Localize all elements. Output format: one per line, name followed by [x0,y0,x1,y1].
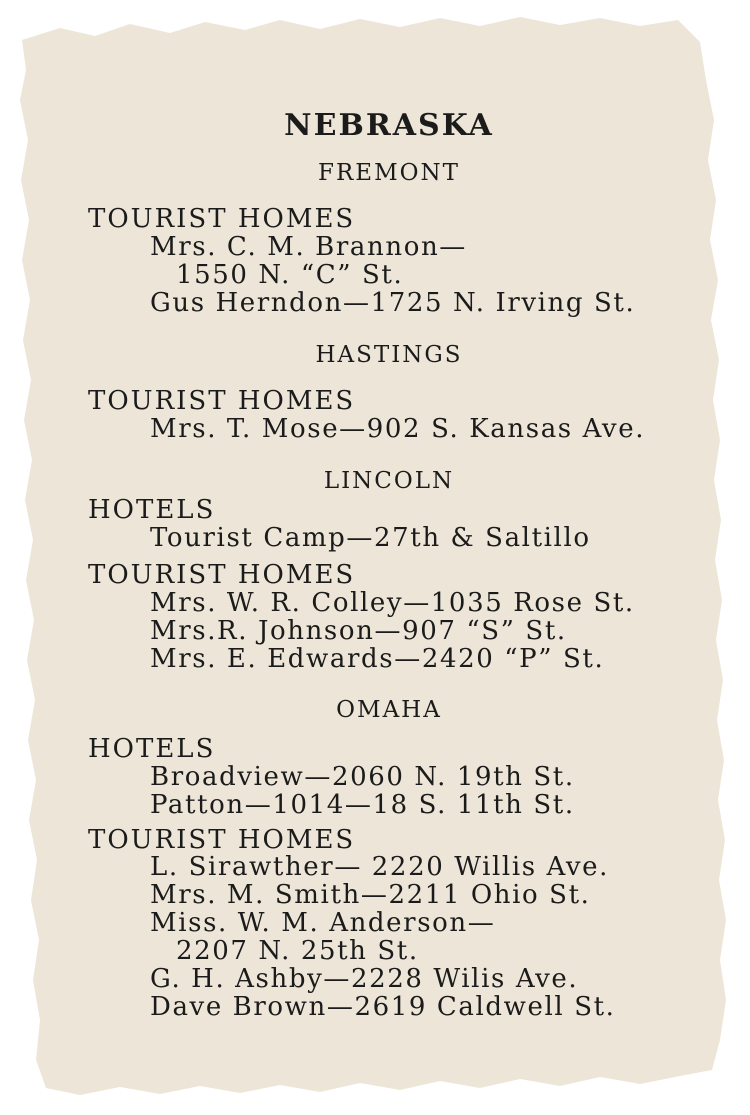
list-entry: 2207 N. 25th St. [176,936,419,966]
list-entry: Patton—1014—18 S. 11th St. [150,790,575,820]
section-heading-tourist-homes: TOURIST HOMES [88,386,356,416]
list-entry: Mrs. E. Edwards—2420 “P” St. [150,644,605,674]
list-entry: Tourist Camp—27th & Saltillo [150,523,591,553]
list-entry: L. Sirawther— 2220 Willis Ave. [150,852,610,882]
section-heading-tourist-homes: TOURIST HOMES [88,560,356,590]
section-heading-tourist-homes: TOURIST HOMES [88,204,356,234]
list-entry: Broadview—2060 N. 19th St. [150,762,575,792]
state-heading: NEBRASKA [284,108,494,143]
section-heading-hotels: HOTELS [88,734,216,764]
list-entry: G. H. Ashby—2228 Wilis Ave. [150,964,579,994]
list-entry: Gus Herndon—1725 N. Irving St. [150,288,636,318]
list-entry: Dave Brown—2619 Caldwell St. [150,992,616,1022]
section-heading-hotels: HOTELS [88,495,216,525]
city-heading-lincoln: LINCOLN [323,468,455,494]
list-entry: Mrs. T. Mose—902 S. Kansas Ave. [150,414,646,444]
list-entry: Mrs. W. R. Colley—1035 Rose St. [150,588,635,618]
section-heading-tourist-homes: TOURIST HOMES [88,825,356,855]
city-heading-fremont: FREMONT [318,160,460,186]
list-entry: Mrs.R. Johnson—907 “S” St. [150,616,567,646]
list-entry: Mrs. M. Smith—2211 Ohio St. [150,880,591,910]
city-heading-hastings: HASTINGS [315,342,463,368]
list-entry: Miss. W. M. Anderson— [150,908,496,938]
list-entry: 1550 N. “C” St. [176,260,404,290]
city-heading-omaha: OMAHA [336,697,442,723]
list-entry: Mrs. C. M. Brannon— [150,232,467,262]
